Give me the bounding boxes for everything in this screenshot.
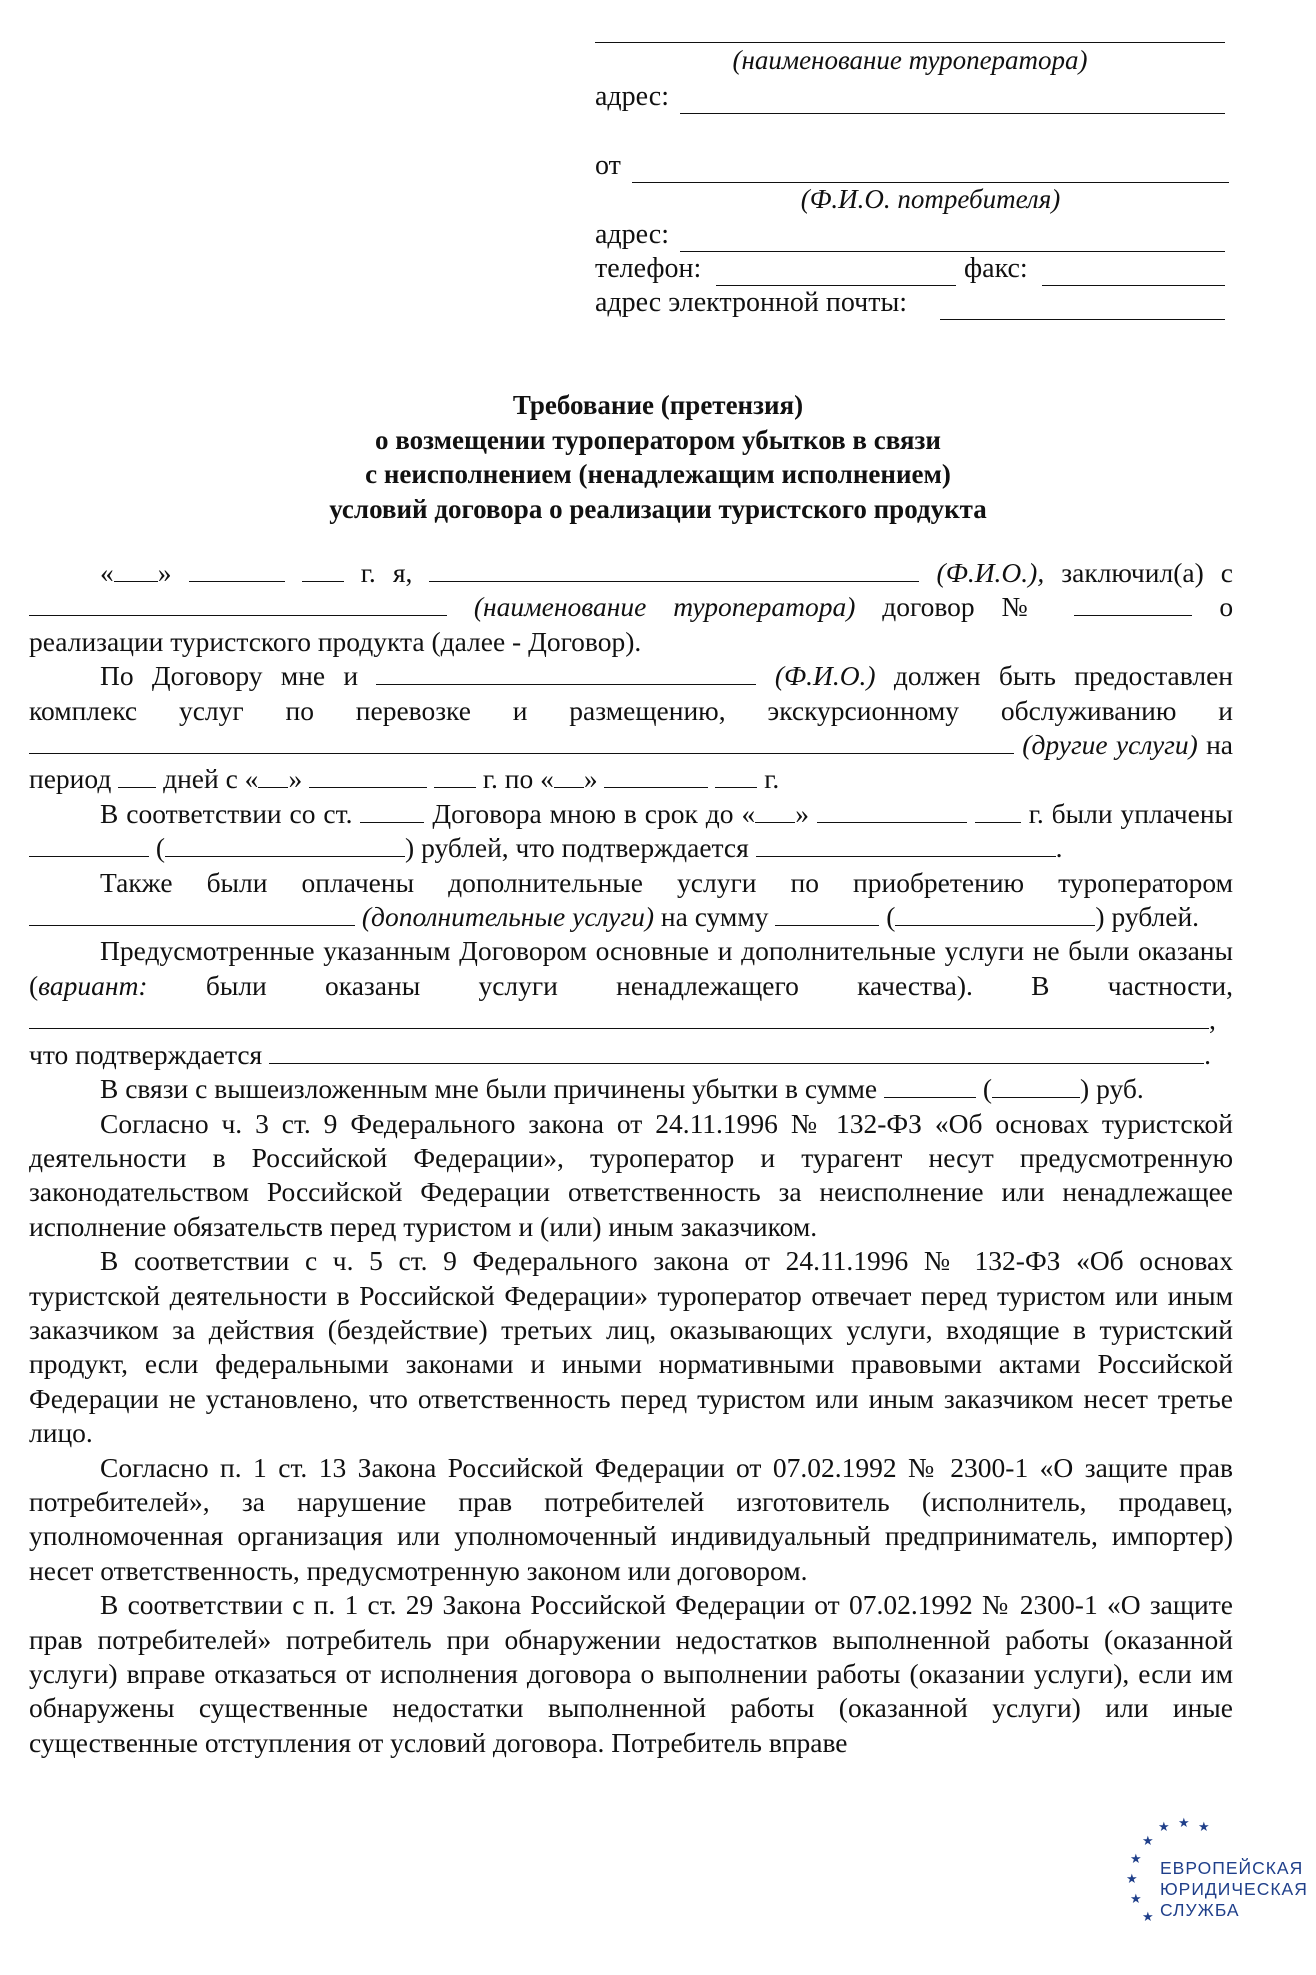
paragraph-law-1: Согласно ч. 3 ст. 9 Федерального закона от 24.11.1996 № 132-ФЗ «Об основах туристской деятельности в Российской Федерации», туроператор и турагент несут предусмотренную законодательством Российской Федерации ответственность за неисполнение или ненадлежащее исполнение обязательств перед туристом и (или) иным заказчиком.: [29, 1107, 1233, 1242]
paragraph-law-2: В соответствии с ч. 5 ст. 9 Федерального закона от 24.11.1996 № 132-ФЗ «Об основах туристской деятельности в Российской Федерации» туроператор отвечает перед туристом или иным заказчиком за действия (бездействие) третьих лиц, оказывающих услуги, входящие в туристский продукт, если федеральными законами и иными нормативными правовыми актами Российской Федерации не установлено, что ответственность перед туристом или иным заказчиком несет третье лицо.: [29, 1245, 1233, 1449]
paragraph-not-provided: Предусмотренные указанным Договором основные и дополнительные услуги не были оказаны (вариант: были оказаны услуги ненадлежащего качества). В частности, , что подтверждается .: [29, 935, 1234, 1070]
period-days-blank[interactable]: [118, 765, 156, 788]
confirmation-blank[interactable]: [269, 1041, 1204, 1064]
paid-amount-blank[interactable]: [29, 834, 149, 857]
consumer-hint: (Ф.И.О. потребителя): [800, 184, 1061, 214]
damages-amount-blank[interactable]: [884, 1075, 976, 1098]
logo-text: ЕВРОПЕЙСКАЯ ЮРИДИЧЕСКАЯ СЛУЖБА: [1160, 1858, 1308, 1920]
article-blank[interactable]: [360, 800, 424, 823]
pay-month-blank[interactable]: [817, 800, 967, 823]
start-year-blank[interactable]: [434, 765, 476, 788]
phone-label: телефон:: [595, 253, 702, 284]
title-line-2: о возмещении туроператором убытков в связи: [375, 424, 941, 455]
payment-proof-blank[interactable]: [756, 834, 1056, 857]
consumer-name-line[interactable]: [632, 182, 1229, 183]
logo-star: ★: [1178, 1815, 1190, 1830]
document-title: [0, 388, 1316, 526]
from-label: от: [595, 150, 621, 181]
logo-star: ★: [1130, 1891, 1142, 1906]
logo-star: ★: [1130, 1851, 1142, 1866]
end-day-blank[interactable]: [554, 765, 584, 788]
paragraph-services: По Договору мне и (Ф.И.О.) должен быть предоставлен комплекс услуг по перевозке и размещению, экскурсионному обслуживанию и (другие услуги) на период дней с « » г. по « » г.: [29, 660, 1234, 795]
year-blank[interactable]: [302, 559, 344, 582]
logo-star: ★: [1142, 1833, 1154, 1848]
pay-year-blank[interactable]: [975, 800, 1021, 823]
damages-amount-words-blank[interactable]: [992, 1075, 1080, 1098]
operator-blank[interactable]: [29, 593, 447, 616]
address2-line[interactable]: [680, 251, 1225, 252]
paid-amount-words-blank[interactable]: [165, 834, 405, 857]
logo-star: ★: [1198, 1819, 1210, 1834]
paragraph-contract: « » г. я, (Ф.И.О.), заключил(а) с (наименование туроператора) договор № о реализации туристского продукта (далее - Договор).: [29, 557, 1234, 657]
start-day-blank[interactable]: [258, 765, 288, 788]
details-blank[interactable]: [29, 1006, 1209, 1029]
phone-line[interactable]: [716, 285, 956, 286]
month-blank[interactable]: [189, 559, 285, 582]
additional-amount-blank[interactable]: [775, 903, 879, 926]
start-month-blank[interactable]: [309, 765, 427, 788]
fax-line[interactable]: [1042, 285, 1225, 286]
other-services-blank[interactable]: [29, 731, 1014, 754]
address-label: адрес:: [595, 81, 670, 112]
operator-name-line[interactable]: [595, 42, 1225, 43]
email-line[interactable]: [940, 319, 1225, 320]
logo-star: ★: [1126, 1871, 1138, 1886]
pay-day-blank[interactable]: [755, 800, 795, 823]
day-blank[interactable]: [114, 559, 158, 582]
companion-fio-blank[interactable]: [376, 662, 756, 685]
logo-star: ★: [1142, 1909, 1154, 1924]
fax-label: факс:: [964, 253, 1028, 284]
end-month-blank[interactable]: [604, 765, 708, 788]
contract-number-blank[interactable]: [1074, 593, 1192, 616]
fio-blank[interactable]: [429, 559, 919, 582]
additional-amount-words-blank[interactable]: [895, 903, 1095, 926]
operator-hint: (наименование туроператора): [732, 45, 1088, 75]
paragraph-law-4: В соответствии с п. 1 ст. 29 Закона Российской Федерации от 07.02.1992 № 2300-1 «О защите прав потребителей» потребитель при обнаружении недостатков выполненной работы (оказанной услуги) вправе отказаться от исполнения договора о выполнении работы (оказании услуги), если им обнаружены существенные недостатки выполненной работы (оказанной услуги) или иные существенные отступления от условий договора. Потребитель вправе: [29, 1589, 1233, 1758]
email-label: адрес электронной почты:: [595, 287, 908, 318]
paragraph-additional: Также были оплачены дополнительные услуги по приобретению туроператором (дополнительные услуги) на сумму ( ) рублей.: [29, 866, 1233, 935]
paragraph-law-3: Согласно п. 1 ст. 13 Закона Российской Федерации от 07.02.1992 № 2300-1 «О защите прав потребителей», за нарушение прав потребителей изготовитель (исполнитель, продавец, уполномоченная организация или уполномоченный индивидуальный предприниматель, импортер) несет ответственность, предусмотренную законом или договором.: [29, 1451, 1233, 1586]
end-year-blank[interactable]: [715, 765, 757, 788]
address2-label: адрес:: [595, 219, 670, 250]
address-line[interactable]: [680, 113, 1225, 114]
paragraph-payment: В соответствии со ст. Договора мною в срок до « » г. были уплачены ( ) рублей, что подтверждается .: [29, 797, 1233, 866]
paragraph-damages: В связи с вышеизложенным мне были причинены убытки в сумме ( ) руб.: [100, 1073, 1144, 1105]
title-line-4: условий договора о реализации туристского продукта: [329, 493, 987, 524]
document-body: [29, 556, 1233, 1760]
additional-services-blank[interactable]: [29, 903, 355, 926]
company-logo: [1122, 1816, 1312, 1926]
logo-star: ★: [1158, 1819, 1170, 1834]
title-line-1: Требование (претензия): [512, 390, 804, 420]
title-line-3: с неисполнением (ненадлежащим исполнением): [365, 459, 951, 489]
